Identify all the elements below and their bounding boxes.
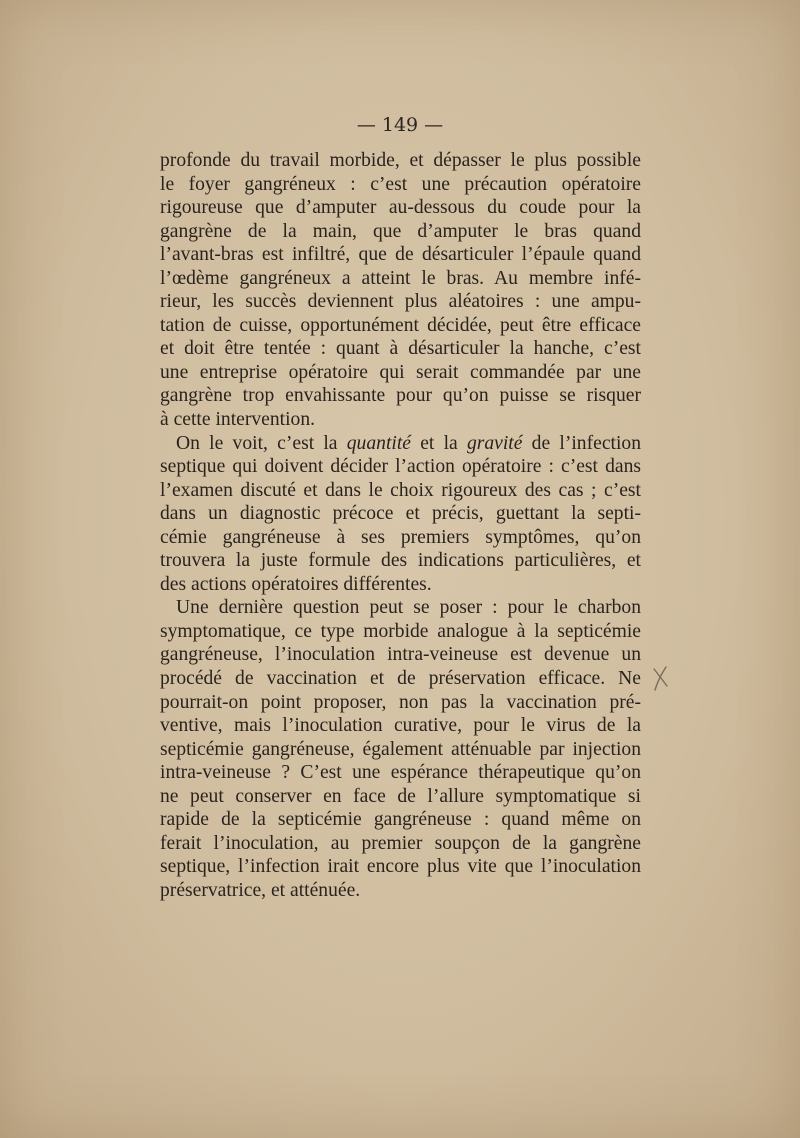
text-line: tation de cuisse, opportunément décidée, peut être efficace [160, 314, 641, 336]
text-line: le foyer gangréneux : c’est une précaution opératoire [160, 173, 641, 195]
text-line: l’œdème gangréneux a atteint le bras. Au membre infé- [160, 267, 641, 289]
page-number: — 149 — [356, 114, 444, 136]
text-line [160, 432, 641, 456]
text-line: ferait l’inoculation, au premier soupçon de la gangrène [160, 832, 641, 854]
text-line: ventive, mais l’inoculation curative, pour le virus de la [160, 715, 641, 737]
text-line: une entreprise opératoire qui serait commandée par une [160, 361, 641, 383]
text-line: profonde du travail morbide, et dépasser le plus possible [160, 150, 641, 171]
text-line: septique qui doivent décider l’action opératoire : c’est dans [160, 456, 641, 478]
text-line: des actions opératoires différentes. [160, 573, 432, 595]
margin-pencil-mark [650, 664, 670, 692]
text-line: septicémie gangréneuse, également atténuable par injection [160, 738, 641, 760]
text-line: cémie gangréneuse à ses premiers symptômes, qu’on [160, 526, 641, 548]
text-line: septique, l’infection irait encore plus vite que l’inoculation [160, 856, 641, 878]
text-line: et doit être tentée : quant à désarticuler la hanche, c’est [160, 338, 641, 360]
text-line: ne peut conserver en face de l’allure symptomatique si [160, 785, 641, 807]
body-text [160, 149, 641, 903]
text-line: rigoureuse que d’amputer au-dessous du coude pour la [160, 197, 641, 219]
text-line: gangrène de la main, que d’amputer le bras quand [160, 220, 641, 242]
text-line: pourrait-on point proposer, non pas la vaccination pré- [160, 691, 641, 713]
italic-term: gravité [466, 432, 523, 454]
text-line: l’avant-bras est infiltré, que de désarticuler l’épaule quand [160, 244, 641, 266]
text-line: l’examen discuté et dans le choix rigoureux des cas ; c’est [160, 479, 641, 501]
text-line: procédé de vaccination et de préservation efficace. Ne [160, 668, 641, 690]
text-line: intra-veineuse ? C’est une espérance thérapeutique qu’on [160, 762, 641, 784]
text-line: rapide de la septicémie gangréneuse : quand même on [160, 809, 641, 831]
text-line: rieur, les succès deviennent plus aléatoires : une ampu- [160, 291, 641, 313]
text-line: à cette intervention. [160, 409, 316, 431]
text-line: trouvera la juste formule des indications particulières, et [160, 550, 641, 572]
text-line: préservatrice, et atténuée. [160, 879, 361, 901]
text-line: gangrène trop envahissante pour qu’on puisse se risquer [160, 385, 641, 407]
text-line: dans un diagnostic précoce et précis, guettant la septi- [160, 503, 641, 525]
text-fragment: de l’infection [522, 432, 641, 454]
text-fragment: et la [410, 432, 467, 454]
text-line: Une dernière question peut se poser : pour le charbon [176, 597, 641, 619]
text-fragment: On le voit, c’est la [176, 432, 347, 454]
italic-term: quantité [346, 432, 411, 454]
text-line: gangréneuse, l’inoculation intra-veineuse est devenue un [160, 644, 641, 666]
text-line: symptomatique, ce type morbide analogue à la septicémie [160, 620, 641, 642]
